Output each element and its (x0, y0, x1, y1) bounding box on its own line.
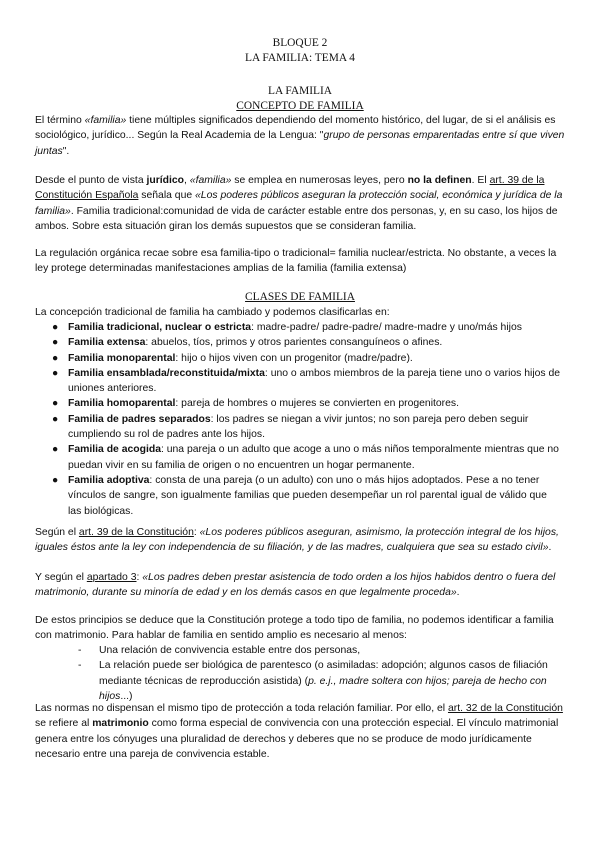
paragraph-regulation: La regulación orgánica recae sobre esa familia-tipo o tradicional= familia nuclear/estricta. No obstante, a veces la ley protege determinadas manifestaciones amplias de la familia (familia extensa) (35, 248, 557, 275)
list-item: ● Familia adoptiva: consta de una pareja (o un adulto) con uno o más hijos adoptados. Pese a no tener vínculos de sangre, son igualmente familias que pueden desempeñar un rol parental igual de válido que las biológicas. (52, 474, 547, 517)
main-title: LA FAMILIA (267, 85, 332, 97)
list-item: ● Familia de acogida: una pareja o un adulto que acoge a uno o más niños temporalmente mientras que no puedan vivir en su familia de origen o no encuentren un hogar permanente. (52, 444, 559, 471)
bullet-icon: ● (52, 322, 59, 333)
paragraph-legal-view: Desde el punto de vista jurídico, «familia» se emplea en numerosas leyes, pero no la definen. El art. 39 de la Constitución Española señala que «Los poderes públicos aseguran la protección social, económica y jurídica de la familia». Familia tradicional:comunidad de vida de carácter estable entre dos personas, y, en su caso, los hijos de ambos. Sobre esta situación giran los demás supuestos que se consideran familia. (35, 175, 563, 232)
bullet-icon: ● (52, 352, 59, 364)
link-art32: art. 32 de la Constitución (447, 703, 563, 714)
section-title-block (0, 84, 600, 113)
link-art39: art. 39 de la Constitución (78, 527, 194, 538)
list-item: ● Familia monoparental: hijo o hijos viven con un progenitor (madre/padre). (52, 351, 562, 366)
bullet-icon: ● (52, 474, 59, 486)
list-item: - Una relación de convivencia estable entre dos personas, (78, 643, 562, 658)
concept-heading: CONCEPTO DE FAMILIA (236, 99, 364, 112)
paragraph-marriage: Las normas no dispensan el mismo tipo de protección a toda relación familiar. Por ello, el art. 32 de la Constitución se refiere al matrimonio como forma especial de convivencia con una protección especial. El vínculo matrimonial genera entre los cónyuges una pluralidad de derechos y deberes que no se produce de modo jurídicamente necesario entre una pareja de convivencia estable. (35, 703, 563, 760)
bullet-icon: ● (52, 337, 59, 349)
bullet-icon: ● (52, 367, 59, 379)
bullet-icon: ● (52, 444, 59, 456)
block-label: BLOQUE 2 (272, 37, 328, 49)
list-item: ● Familia homoparental: pareja de hombres o mujeres se convierten en progenitores. (52, 396, 562, 411)
paragraph-apartado3: Y según el apartado 3: «Los padres deben prestar asistencia de todo orden a los hijos habidos dentro o fuera del matrimonio, durante su minoría de edad y en los demás casos en que legalmente proceda». (35, 572, 556, 599)
list-item: ● Familia ensamblada/reconstituida/mixta: uno o ambos miembros de la pareja tiene uno o varios hijos de uniones anteriores. (52, 367, 561, 395)
paragraph-art39: Según el art. 39 de la Constitución: «Los poderes públicos aseguran, asimismo, la protección integral de los hijos, iguales éstos ante la ley con independencia de su filiación, y de las madres, cualquiera que sea su estado civil». (35, 527, 559, 554)
link-apartado3: apartado 3 (86, 572, 137, 583)
requirements-list (78, 643, 562, 704)
classes-intro: La concepción tradicional de familia ha cambiado y podemos clasificarlas en: (35, 307, 390, 318)
list-item: ● Familia extensa: abuelos, tíos, primos y otros parientes consanguíneos o afines. (52, 335, 562, 350)
paragraph-principles: De estos principios se deduce que la Constitución protege a todo tipo de familia, no podemos identificar a familia con matrimonio. Para hablar de familia en sentido amplio es necesario al menos: (35, 615, 554, 642)
classes-heading-block (0, 290, 600, 305)
document-header (0, 36, 600, 65)
paragraph-definition: El término «familia» tiene múltiples significados dependiendo del momento histórico, del lugar, de si el análisis es sociológico, jurídico... Según la Real Academia de la Lengua: "grupo de personas emparentadas entre sí que viven juntas". (35, 115, 565, 157)
list-item: ● Familia tradicional, nuclear o estricta: madre-padre/ padre-padre/ madre-madre y uno/más hijos (52, 320, 562, 335)
list-item: ● Familia de padres separados: los padres se niegan a vivir juntos; no son pareja pero deben seguir cumpliendo su rol de padres ante los hijos. (52, 413, 529, 441)
bullet-icon: ● (52, 413, 59, 425)
link-art39-ce: art. 39 de la Constitución Española (35, 175, 545, 202)
list-item: - La relación puede ser biológica de parentesco (o asimiladas: adopción; algunos casos de filiación mediante técnicas de reproducción asistida) (p. e.j., madre soltera con hijos; pareja de hecho con hijos...) (78, 660, 548, 702)
dash-icon: - (78, 660, 82, 672)
bullet-icon: ● (52, 398, 59, 410)
family-types-list (52, 320, 562, 519)
dash-icon: - (78, 645, 82, 656)
topic-label: LA FAMILIA: TEMA 4 (244, 51, 355, 64)
classes-heading: CLASES DE FAMILIA (245, 291, 355, 303)
